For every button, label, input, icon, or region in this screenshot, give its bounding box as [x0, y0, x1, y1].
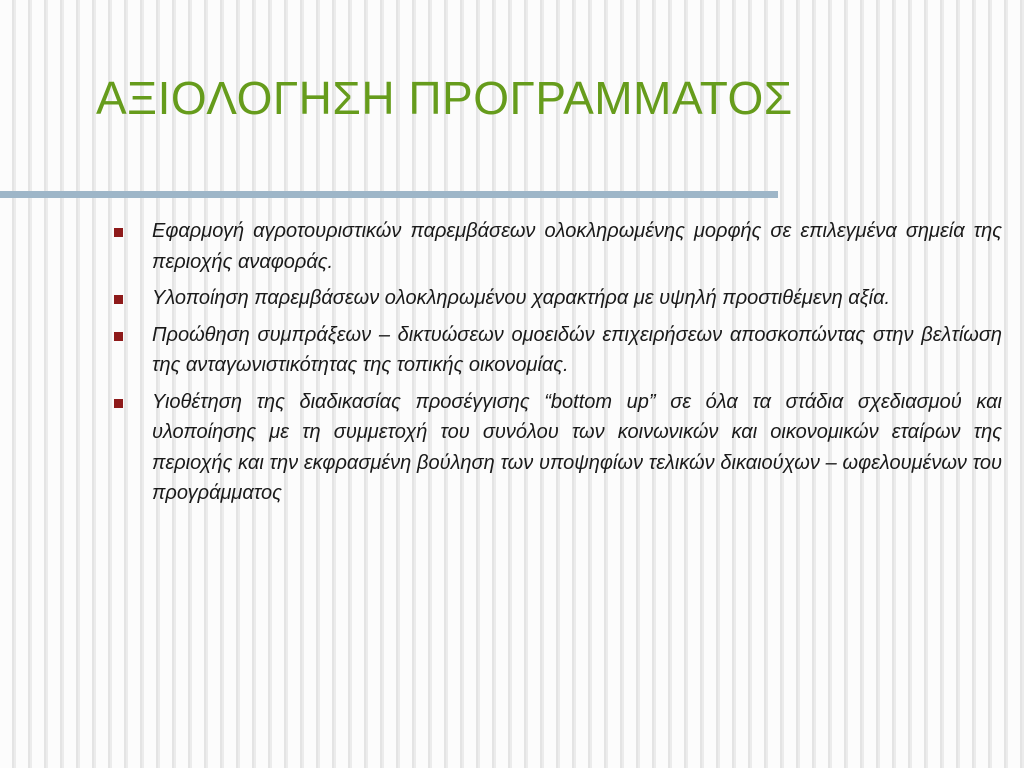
- square-bullet-icon: [114, 332, 123, 341]
- square-bullet-icon: [114, 399, 123, 408]
- title-divider: [0, 191, 778, 198]
- bullet-text: Προώθηση συμπράξεων – δικτυώσεων ομοειδών επιχειρήσεων αποσκοπώντας στην βελτίωση της ανταγωνιστικότητας της τοπικής οικονομίας.: [152, 323, 1002, 376]
- bullet-text: Υιοθέτηση της διαδικασίας προσέγγισης “bottom up” σε όλα τα στάδια σχεδιασμού και υλοποίησης με τη συμμετοχή του συνόλου των κοινωνικών και οικονομικών εταίρων της περιοχής και την εκφρασμένη βούληση των υποψηφίων τελικών δικαιούχων – ωφελουμένων του προγράμματος: [152, 390, 1002, 504]
- bullet-item: [112, 283, 1002, 314]
- square-bullet-icon: [114, 295, 123, 304]
- bullet-item: [112, 320, 1002, 381]
- bullet-text: Εφαρμογή αγροτουριστικών παρεμβάσεων ολοκληρωμένης μορφής σε επιλεγμένα σημεία της περιοχής αναφοράς.: [152, 220, 1002, 273]
- bullet-list: [112, 216, 1002, 515]
- bullet-item: [112, 387, 1002, 509]
- bullet-item: [112, 216, 1002, 277]
- bullet-text: Υλοποίηση παρεμβάσεων ολοκληρωμένου χαρακτήρα με υψηλή προστιθέμενη αξία.: [152, 287, 891, 309]
- square-bullet-icon: [114, 228, 123, 237]
- slide-title: ΑΞΙΟΛΟΓΗΣΗ ΠΡΟΓΡΑΜΜΑΤΟΣ: [96, 72, 793, 124]
